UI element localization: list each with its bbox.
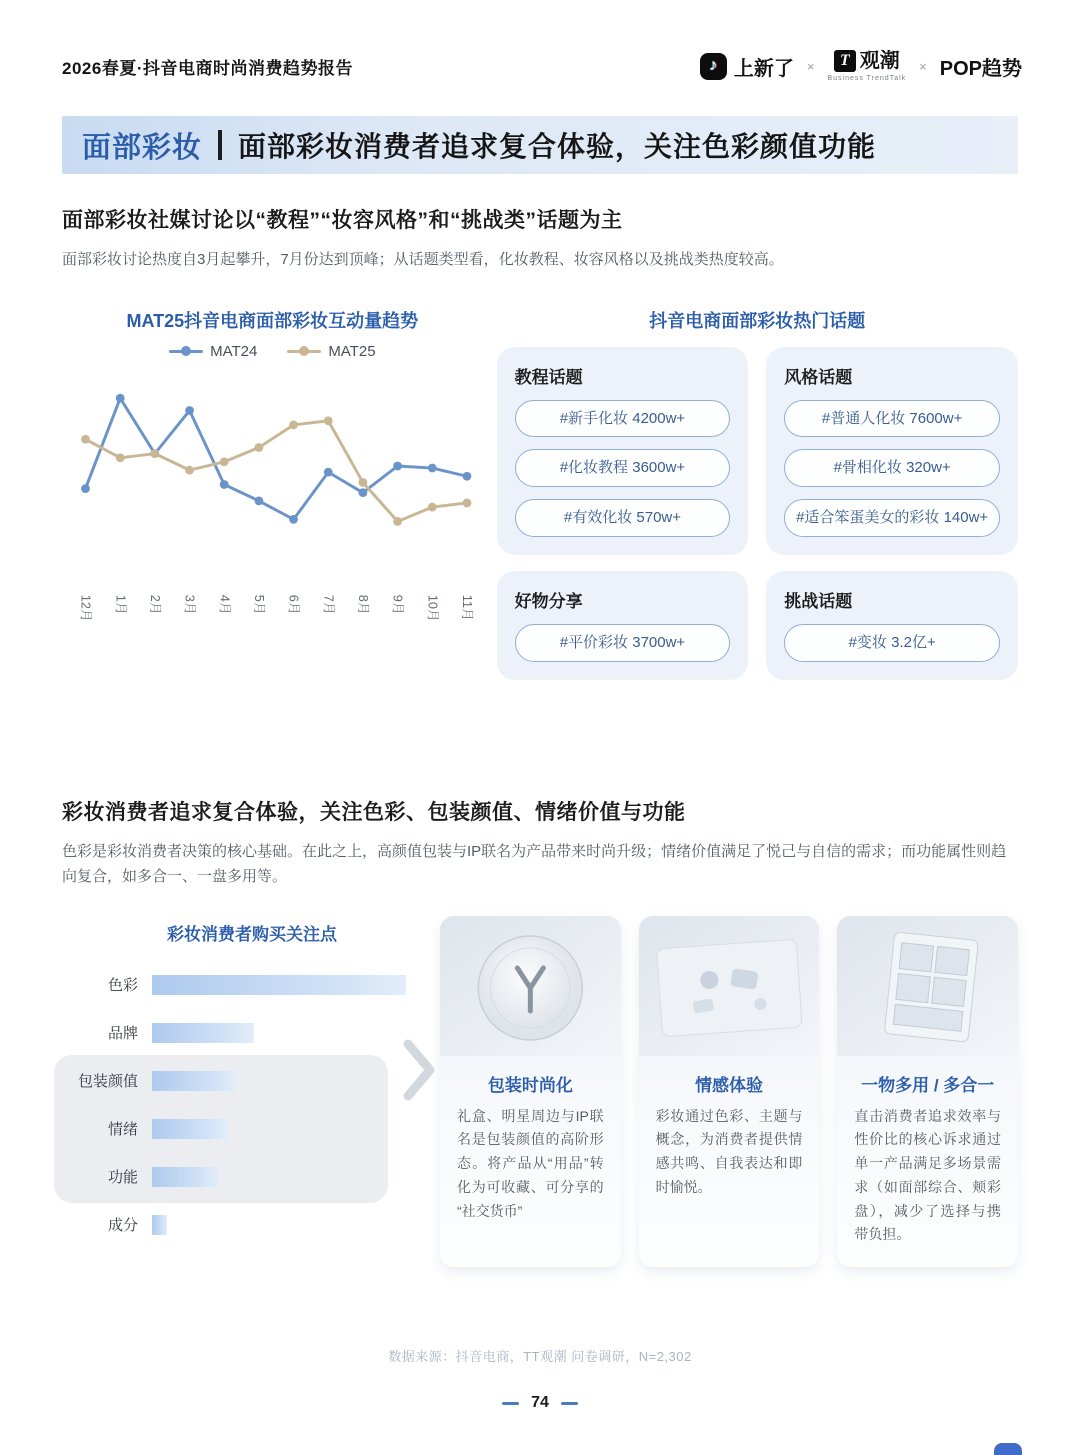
- insight-card-title: 情感体验: [695, 1075, 763, 1095]
- bar-label: 品牌: [107, 1025, 138, 1042]
- bar-track: [152, 1119, 406, 1139]
- svg-text:8月: 8月: [355, 594, 371, 615]
- topic-pill: #骨相化妆 320w+: [784, 449, 1000, 487]
- trendtalk-t-icon: T: [834, 50, 856, 72]
- bar-fill: [152, 975, 406, 995]
- page-number-value: 74: [531, 1394, 549, 1411]
- svg-text:3月: 3月: [182, 594, 198, 615]
- insight-card-body: 彩妆通过色彩、主题与概念，为消费者提供情感共鸣、自我表达和即时愉悦。: [655, 1107, 803, 1195]
- svg-text:4月: 4月: [217, 594, 233, 615]
- topic-card-label: 好物分享: [514, 591, 583, 611]
- logo-separator: ×: [919, 58, 927, 74]
- topic-pill: #新手化妆 4200w+: [515, 400, 731, 438]
- topic-pill: #有效化妆 570w+: [515, 499, 731, 537]
- topic-card-3: [766, 571, 1018, 680]
- bar-label: 情绪: [107, 1121, 138, 1138]
- insight-card-packaging: [440, 916, 621, 1268]
- bar-track: [152, 1167, 406, 1187]
- svg-text:12月: 12月: [78, 594, 94, 622]
- logo-separator: ×: [806, 58, 815, 74]
- pop-trend-logo: POP趋势: [939, 57, 1022, 80]
- tiktok-note-icon: ♪: [700, 53, 727, 80]
- svg-text:7月: 7月: [321, 594, 337, 615]
- bar-fill: [152, 1023, 254, 1043]
- compact-mirror-image: [440, 916, 621, 1056]
- svg-text:9月: 9月: [390, 594, 406, 615]
- line-chart-block: [62, 289, 483, 680]
- line-chart: [62, 362, 483, 655]
- insight-card-body: 礼盒、明星周边与IP联名是包装颜值的高阶形态。将产品从“用品”转化为可收藏、可分享的“社交货币”: [457, 1107, 604, 1219]
- legend-item-mat24: MAT24: [169, 343, 257, 360]
- hot-topics-grid: [497, 347, 1018, 680]
- legend-item-mat25: MAT25: [287, 343, 375, 360]
- svg-text:5月: 5月: [251, 594, 267, 615]
- topic-card-1: [766, 347, 1018, 555]
- insight-card-body: 直击消费者追求效率与性价比的核心诉求通过单一产品满足多场景需求（如面部综合、颊彩盘），减少了选择与携带负担。: [854, 1107, 1002, 1243]
- bar-track: [152, 1023, 406, 1043]
- topic-card-0: [497, 347, 749, 555]
- bar-chart-title: 彩妆消费者购买关注点: [167, 924, 337, 944]
- topic-card-2: [497, 571, 749, 680]
- bar-row-5: [62, 1201, 406, 1249]
- insight-card-title: 一物多用 / 多合一: [861, 1075, 995, 1095]
- svg-text:10月: 10月: [425, 594, 441, 622]
- svg-text:2月: 2月: [147, 594, 163, 615]
- brand-logos: [700, 50, 1022, 82]
- trendtalk-logo: [827, 50, 906, 82]
- report-title: 2026春夏·抖音电商时尚消费趋势报告: [62, 58, 353, 78]
- topic-pill: #普通人化妆 7600w+: [784, 400, 1000, 438]
- section-title-bar: [62, 116, 1018, 174]
- emotion-artwork-image: [639, 916, 820, 1056]
- bar-chart: [62, 961, 406, 1249]
- line-chart-title: MAT25抖音电商面部彩妆互动量趋势: [126, 310, 419, 331]
- bar-track: [152, 975, 406, 995]
- bar-label: 功能: [107, 1169, 138, 1186]
- bar-track: [152, 1071, 406, 1091]
- palette-image: [837, 916, 1018, 1056]
- topic-card-label: 风格话题: [784, 367, 853, 387]
- chevron-right-icon: [402, 1038, 436, 1107]
- bar-label: 包装颜值: [77, 1073, 138, 1090]
- page-number: [0, 1394, 1080, 1412]
- insight-card-multiuse: [837, 916, 1018, 1268]
- bar-label: 色彩: [107, 977, 138, 994]
- bar-label: 成分: [107, 1217, 138, 1234]
- section1-heading: 面部彩妆社媒讨论以“教程”“妆容风格”和“挑战类”话题为主: [62, 209, 623, 232]
- bar-row-1: [62, 1009, 406, 1057]
- corner-decoration: [994, 1443, 1022, 1455]
- insight-cards: [440, 916, 1018, 1268]
- hot-topics-panel: [483, 289, 1018, 680]
- topic-pill: #化妆教程 3600w+: [515, 449, 731, 487]
- svg-text:11月: 11月: [460, 594, 476, 621]
- trendtalk-sublabel: Business TrendTalk: [827, 75, 907, 82]
- insight-card-title: 包装时尚化: [487, 1075, 573, 1095]
- data-source-note: 数据来源：抖音电商，TT观潮 问卷调研，N=2,302: [388, 1349, 692, 1364]
- title-tag: 面部彩妆: [82, 131, 203, 164]
- svg-text:1月: 1月: [113, 594, 129, 615]
- section1-content: [62, 289, 1018, 680]
- page-number-dash: [502, 1402, 519, 1405]
- topic-pill: #平价彩妆 3700w+: [515, 624, 731, 662]
- section1-subtext: 面部彩妆讨论热度自3月起攀升，7月份达到顶峰；从话题类型看，化妆教程、妆容风格以及挑战类热度较高。: [62, 251, 784, 268]
- page-title: 面部彩妆消费者追求复合体验，关注色彩颜值功能: [238, 131, 877, 162]
- bar-chart-block: [62, 910, 406, 1268]
- bar-fill: [152, 1071, 236, 1091]
- insight-card-emotion: [639, 916, 820, 1268]
- bar-fill: [152, 1215, 167, 1235]
- section2-content: [62, 910, 1018, 1268]
- shangxinle-label: 上新了: [733, 57, 794, 80]
- bar-row-0: [62, 961, 406, 1009]
- page-header: [0, 0, 1080, 82]
- topic-pill: #变妆 3.2亿+: [784, 624, 1000, 662]
- topic-pill: #适合笨蛋美女的彩妆 140w+: [784, 499, 1000, 537]
- bar-row-3: [62, 1105, 406, 1153]
- bar-fill: [152, 1167, 218, 1187]
- title-divider: [218, 130, 222, 160]
- shangxinle-logo: [700, 52, 794, 81]
- hot-topics-title: 抖音电商面部彩妆热门话题: [649, 310, 866, 331]
- bar-fill: [152, 1119, 228, 1139]
- svg-text:6月: 6月: [286, 594, 302, 615]
- topic-card-label: 挑战话题: [784, 591, 853, 611]
- topic-card-label: 教程话题: [514, 367, 583, 387]
- line-chart-legend: [62, 343, 483, 360]
- bar-track: [152, 1215, 406, 1235]
- section2-heading: 彩妆消费者追求复合体验，关注色彩、包装颜值、情绪价值与功能: [62, 800, 686, 824]
- section2-subtext: 色彩是彩妆消费者决策的核心基础。在此之上，高颜值包装与IP联名为产品带来时尚升级；情绪价值满足了悦己与自信的需求；而功能属性则趋向复合，如多合一、一盘多用等。: [62, 842, 1007, 885]
- bar-row-2: [62, 1057, 406, 1105]
- trendtalk-label: 观潮: [859, 50, 900, 72]
- page-number-dash: [561, 1402, 578, 1405]
- bar-row-4: [62, 1153, 406, 1201]
